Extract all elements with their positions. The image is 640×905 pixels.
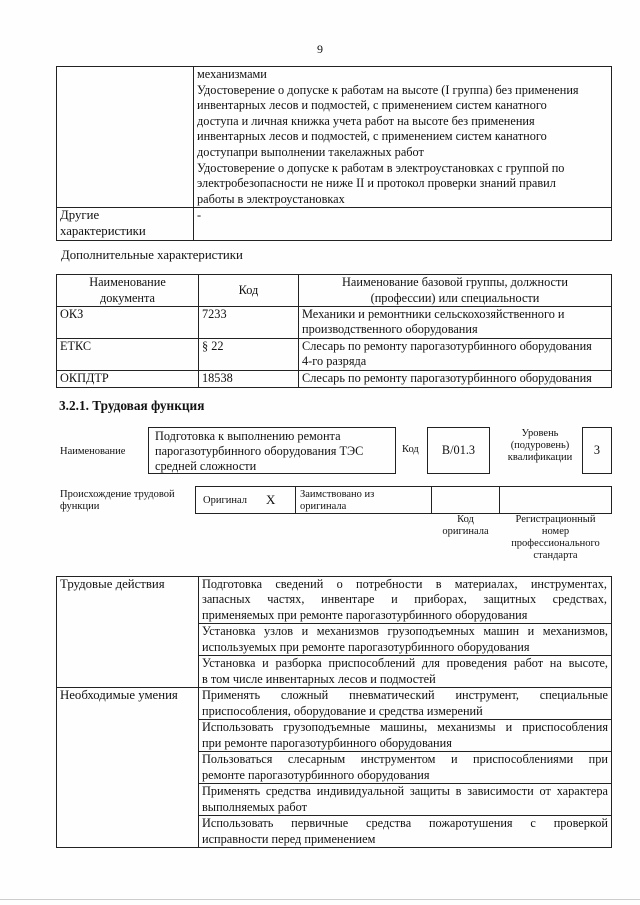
hdr-line: (профессии) или специальности — [370, 290, 540, 305]
req-line: электробезопасности не ниже II и протокол проверки знаний правил — [197, 176, 556, 191]
reg-line: стандарта — [533, 550, 578, 561]
skills-label: Необходимые умения — [57, 688, 199, 848]
action-line: Установка узлов и механизмов грузоподъемных машин и механизмов, — [202, 624, 608, 639]
borrowed-line: Заимствовано из — [300, 489, 375, 500]
skill-line: приспособления, оборудование и средства измерений — [202, 703, 483, 718]
skill-item — [199, 816, 612, 848]
reg-line: профессионального — [511, 538, 600, 549]
action-item — [199, 656, 612, 688]
doc-cell: ЕТКС — [57, 338, 199, 370]
level-label — [497, 428, 583, 464]
original-label: Оригинал — [203, 495, 247, 506]
code-value-box: В/01.3 — [427, 427, 490, 474]
page-number: 9 — [317, 42, 323, 56]
name-label: Наименование — [60, 446, 126, 457]
table-row — [57, 370, 612, 387]
doc-cell: ОКЗ — [57, 307, 199, 339]
action-line: применяемых при ремонте парогазотурбинного оборудования — [202, 607, 528, 622]
reg-line: номер — [541, 526, 570, 537]
requirements-empty-cell — [57, 67, 194, 208]
name-cell — [299, 307, 612, 339]
requirements-table — [56, 66, 612, 241]
action-line: запасных частях, инвентаре и приборах, защитных средствах, — [202, 592, 607, 607]
reg-label — [499, 514, 612, 562]
fn-line: средней сложности — [155, 459, 257, 473]
extra-heading: Дополнительные характеристики — [61, 248, 243, 262]
name-line: Слесарь по ремонту парогазотурбинного оборудования — [302, 370, 592, 385]
skill-line: Применять средства индивидуальной защиты в зависимости от характера — [202, 784, 608, 799]
level-line: (подуровень) — [510, 440, 570, 451]
origin-label — [60, 489, 175, 513]
skill-item — [199, 688, 612, 720]
level-line: квалификации — [507, 452, 573, 463]
skill-line: Использовать первичные средства пожаротушения с проверкой — [202, 816, 608, 831]
code-cell: § 22 — [199, 338, 299, 370]
skill-line: исправности перед применением — [202, 831, 376, 846]
action-item — [199, 577, 612, 624]
req-line: механизмами — [197, 67, 267, 81]
name-line: Слесарь по ремонту парогазотурбинного оборудования — [302, 338, 592, 353]
req-line: доступапри выполнении такелажных работ — [197, 144, 424, 159]
req-line: Удостоверение о допуске к работам на высоте (I группа) без применения — [197, 82, 579, 97]
code-label: Код — [402, 444, 419, 455]
code-orig-label — [431, 514, 500, 538]
origin-line: функции — [60, 501, 100, 512]
borrowed-line: оригинала — [300, 501, 347, 512]
label-line: Другие — [60, 208, 100, 223]
col-doc-header — [57, 275, 199, 307]
req-line: работы в электроустановках — [197, 191, 345, 206]
level-value-box: 3 — [582, 427, 612, 474]
code-cell: 18538 — [199, 370, 299, 387]
reg-number-box — [499, 486, 612, 514]
name-line: 4-го разряда — [302, 354, 367, 369]
skill-line: Пользоваться слесарным инструментом и приспособлениями при — [202, 752, 608, 767]
original-mark: Х — [266, 492, 276, 507]
table-row — [57, 338, 612, 370]
scan-edge — [0, 899, 640, 900]
origin-line: Происхождение трудовой — [60, 489, 175, 500]
action-item — [199, 624, 612, 656]
other-characteristics-label — [57, 208, 194, 240]
skill-line: выполняемых работ — [202, 799, 307, 814]
req-line: инвентарных лесов и подмостей, с применением систем канатного — [197, 129, 547, 144]
action-line: в том числе инвентарных лесов и подмостей — [202, 671, 436, 686]
action-line: используемых при ремонте парогазотурбинного оборудования — [202, 639, 530, 654]
skill-item — [199, 784, 612, 816]
action-line: Установка и разборка приспособлений для проведения работ на высоте, — [202, 656, 608, 671]
table-row — [57, 688, 612, 720]
skill-line: при ремонте парогазотурбинного оборудования — [202, 735, 452, 750]
doc-cell: ОКПДТР — [57, 370, 199, 387]
name-cell — [299, 338, 612, 370]
borrowed-box — [295, 486, 432, 514]
hdr-line: Наименование — [89, 275, 166, 290]
col-code-header: Код — [199, 275, 299, 307]
code-orig-line: Код — [457, 514, 474, 525]
name-line: Механики и ремонтники сельскохозяйственного и — [302, 307, 565, 321]
skill-item — [199, 752, 612, 784]
name-line: производственного оборудования — [302, 322, 478, 337]
table-row — [57, 307, 612, 339]
name-cell — [299, 370, 612, 387]
req-line: инвентарных лесов и подмостей, с применением систем канатного — [197, 98, 547, 113]
table-row — [57, 577, 612, 624]
skill-line: Применять сложный пневматический инструмент, специальные — [202, 688, 608, 703]
hdr-line: Наименование базовой группы, должности — [342, 275, 568, 290]
skill-line: Использовать грузоподъемные машины, механизмы и приспособления — [202, 720, 608, 735]
level-line: Уровень — [521, 428, 559, 439]
fn-line: парогазотурбинного оборудования ТЭС — [155, 444, 364, 458]
extra-characteristics-table — [56, 274, 612, 388]
action-line: Подготовка сведений о потребности в материалах, инструментах, — [202, 577, 607, 591]
origin-original-box — [195, 486, 296, 514]
req-line: доступа и личная книжка учета работ на высоте без применения — [197, 113, 535, 128]
reg-line: Регистрационный — [515, 514, 596, 525]
code-cell: 7233 — [199, 307, 299, 339]
code-orig-line: оригинала — [442, 526, 489, 537]
col-name-header — [299, 275, 612, 307]
req-line: Удостоверение о допуске к работам в электроустановках с группой по — [197, 160, 565, 175]
hdr-line: документа — [100, 290, 155, 305]
skill-line: ремонте парогазотурбинного оборудования — [202, 767, 430, 782]
requirements-list — [194, 67, 612, 208]
label-line: характеристики — [60, 223, 146, 238]
code-orig-box — [431, 486, 500, 514]
function-heading: 3.2.1. Трудовая функция — [59, 398, 205, 413]
skill-item — [199, 720, 612, 752]
actions-label: Трудовые действия — [57, 577, 199, 688]
function-name-box — [148, 427, 396, 474]
other-characteristics-value: - — [194, 208, 612, 240]
fn-line: Подготовка к выполнению ремонта — [155, 429, 341, 443]
actions-skills-table — [56, 576, 612, 848]
